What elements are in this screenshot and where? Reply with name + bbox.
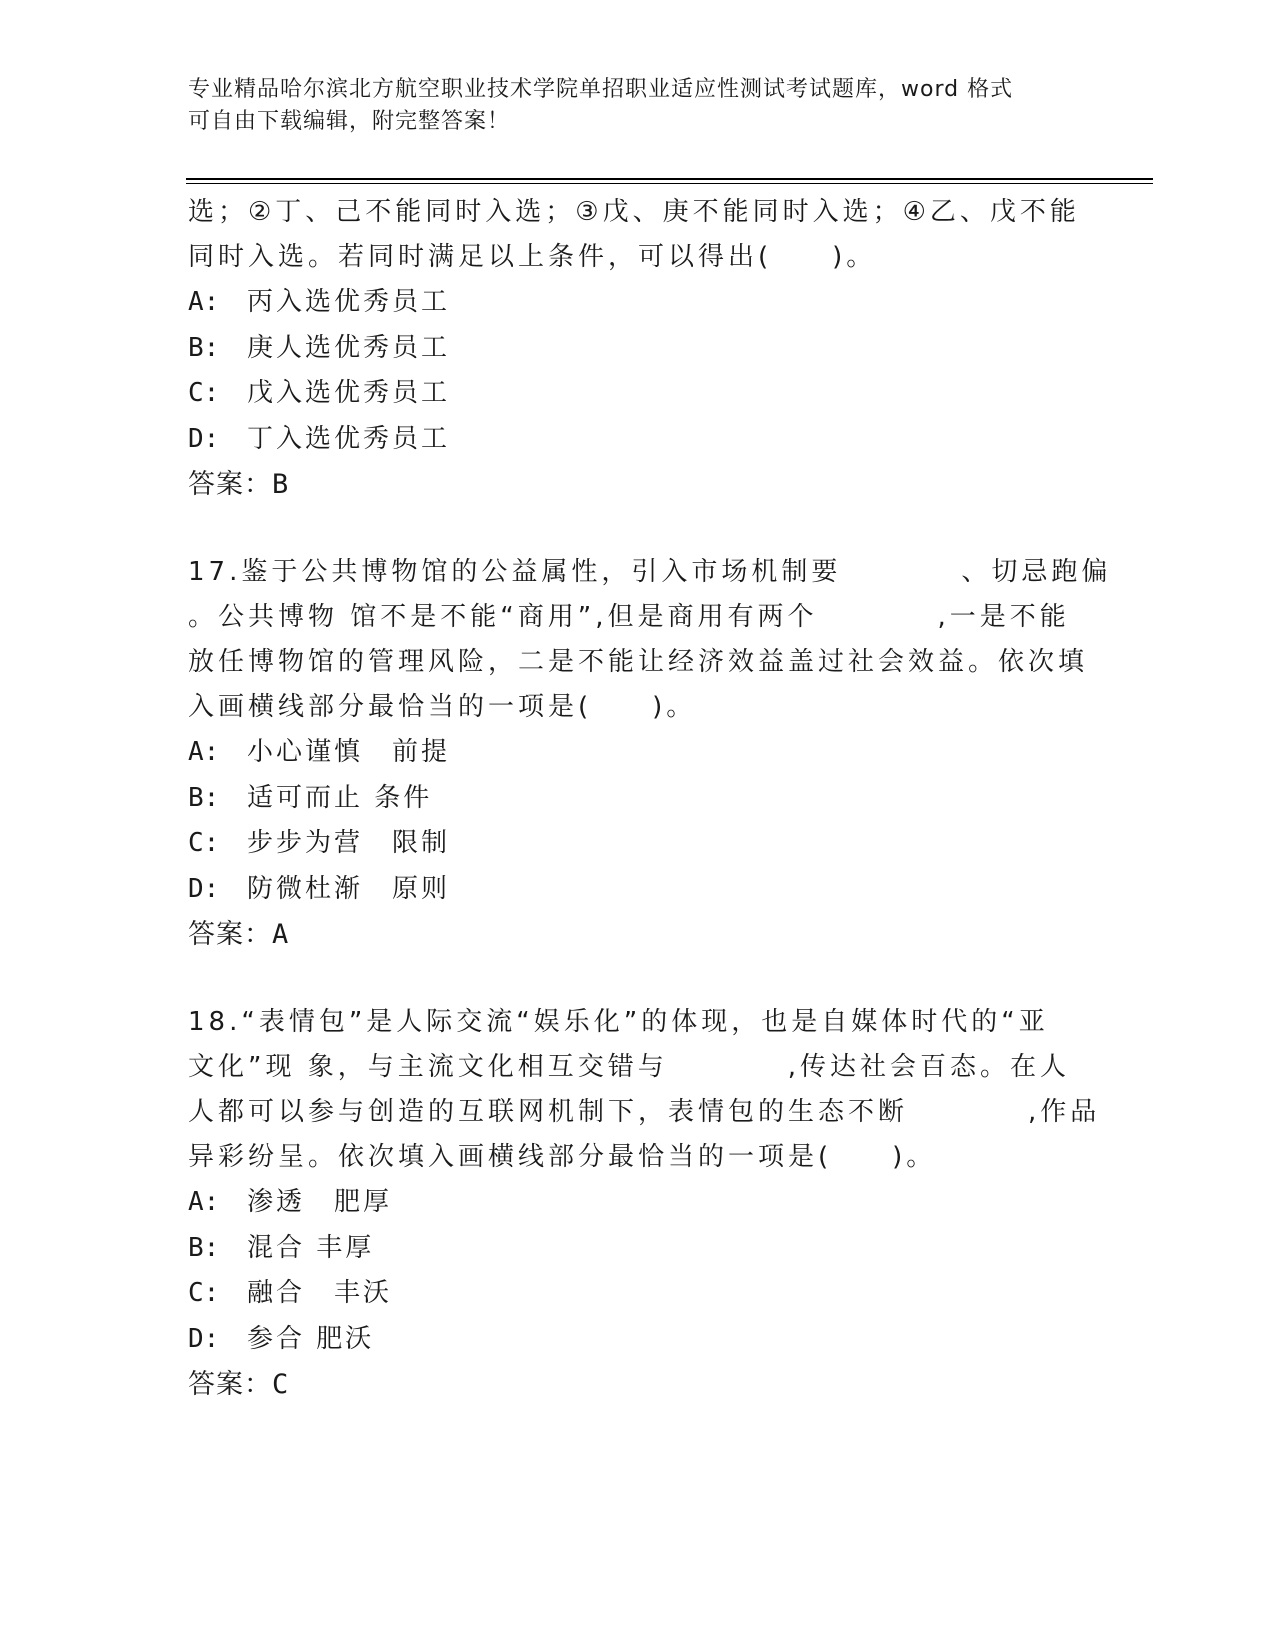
answer-value: B bbox=[272, 469, 290, 500]
option-b bbox=[188, 776, 1088, 822]
page-header bbox=[188, 74, 1088, 138]
header-line-1: 专业精品哈尔滨北方航空职业技术学院单招职业适应性测试考试题库，word 格式 bbox=[188, 77, 1014, 102]
answer-line bbox=[188, 462, 1088, 508]
stem-line: 17.鉴于公共博物馆的公益属性，引入市场机制要 、切忌跑偏 bbox=[188, 557, 1112, 587]
option-text: 步步为营 限制 bbox=[247, 828, 451, 858]
question-block bbox=[188, 190, 1088, 508]
stem-line: 选；②丁、己不能同时入选；③戊、庚不能同时入选；④乙、戊不能 bbox=[188, 197, 1080, 227]
stem-line: 放任博物馆的管理风险，二是不能让经济效益盖过社会效益。依次填 bbox=[188, 647, 1089, 677]
stem-line: 人都可以参与创造的互联网机制下，表情包的生态不断 ,作品 bbox=[188, 1097, 1101, 1127]
option-text: 混合 丰厚 bbox=[247, 1232, 375, 1263]
stem-line: 文化”现 象，与主流文化相互交错与 ,传达社会百态。在人 bbox=[188, 1052, 1070, 1082]
option-letter: A: bbox=[188, 737, 220, 767]
option-c bbox=[188, 1271, 1088, 1317]
option-c bbox=[188, 821, 1088, 867]
option-d bbox=[188, 867, 1088, 913]
option-letter: B: bbox=[188, 782, 220, 813]
answer-label: 答案： bbox=[188, 919, 272, 950]
option-letter: A: bbox=[188, 1187, 220, 1217]
option-a bbox=[188, 1180, 1088, 1226]
question-block bbox=[188, 1000, 1101, 1408]
question-block bbox=[188, 550, 1112, 958]
option-letter: D: bbox=[188, 873, 220, 904]
option-b bbox=[188, 1226, 1088, 1272]
option-a bbox=[188, 280, 1088, 326]
option-letter: D: bbox=[188, 423, 220, 454]
header-divider-thick bbox=[186, 178, 1153, 180]
document-body bbox=[188, 190, 1112, 1408]
stem-line: 同时入选。若同时满足以上条件，可以得出( )。 bbox=[188, 242, 877, 272]
answer-value: C bbox=[272, 1369, 290, 1400]
option-letter: B: bbox=[188, 1232, 220, 1263]
option-letter: C: bbox=[188, 378, 220, 408]
answer-value: A bbox=[272, 919, 290, 950]
option-text: 适可而止 条件 bbox=[247, 782, 433, 813]
option-letter: D: bbox=[188, 1323, 220, 1354]
header-line-2: 可自由下载编辑，附完整答案！ bbox=[188, 109, 511, 134]
stem-line: 。公共博物 馆不是不能“商用”,但是商用有两个 ,一是不能 bbox=[188, 602, 1070, 632]
question-stem bbox=[188, 190, 1088, 280]
stem-line: 异彩纷呈。依次填入画横线部分最恰当的一项是( )。 bbox=[188, 1142, 937, 1172]
option-b bbox=[188, 326, 1088, 372]
option-text: 防微杜渐 原则 bbox=[247, 873, 451, 904]
option-letter: B: bbox=[188, 332, 220, 363]
stem-line: 18.“表情包”是人际交流“娱乐化”的体现，也是自媒体时代的“亚 bbox=[188, 1007, 1049, 1037]
stem-line: 入画横线部分最恰当的一项是( )。 bbox=[188, 692, 697, 722]
option-a bbox=[188, 730, 1088, 776]
header-divider-thin bbox=[186, 183, 1153, 184]
option-c bbox=[188, 371, 1088, 417]
question-stem bbox=[188, 550, 1112, 730]
option-text: 参合 肥沃 bbox=[247, 1323, 375, 1354]
option-text: 渗透 肥厚 bbox=[247, 1187, 393, 1217]
option-text: 融合 丰沃 bbox=[247, 1278, 393, 1308]
spacer bbox=[188, 958, 1088, 1000]
spacer bbox=[188, 508, 1088, 550]
option-letter: C: bbox=[188, 828, 220, 858]
answer-label: 答案： bbox=[188, 469, 272, 500]
option-letter: C: bbox=[188, 1278, 220, 1308]
option-d bbox=[188, 1317, 1088, 1363]
answer-line bbox=[188, 912, 1088, 958]
answer-line bbox=[188, 1362, 1088, 1408]
option-text: 戊入选优秀员工 bbox=[247, 378, 451, 408]
option-text: 小心谨慎 前提 bbox=[247, 737, 451, 767]
option-text: 庚人选优秀员工 bbox=[247, 332, 451, 363]
option-text: 丙入选优秀员工 bbox=[247, 287, 451, 317]
option-letter: A: bbox=[188, 287, 220, 317]
question-stem bbox=[188, 1000, 1101, 1180]
answer-label: 答案： bbox=[188, 1369, 272, 1400]
option-text: 丁入选优秀员工 bbox=[247, 423, 451, 454]
option-d bbox=[188, 417, 1088, 463]
